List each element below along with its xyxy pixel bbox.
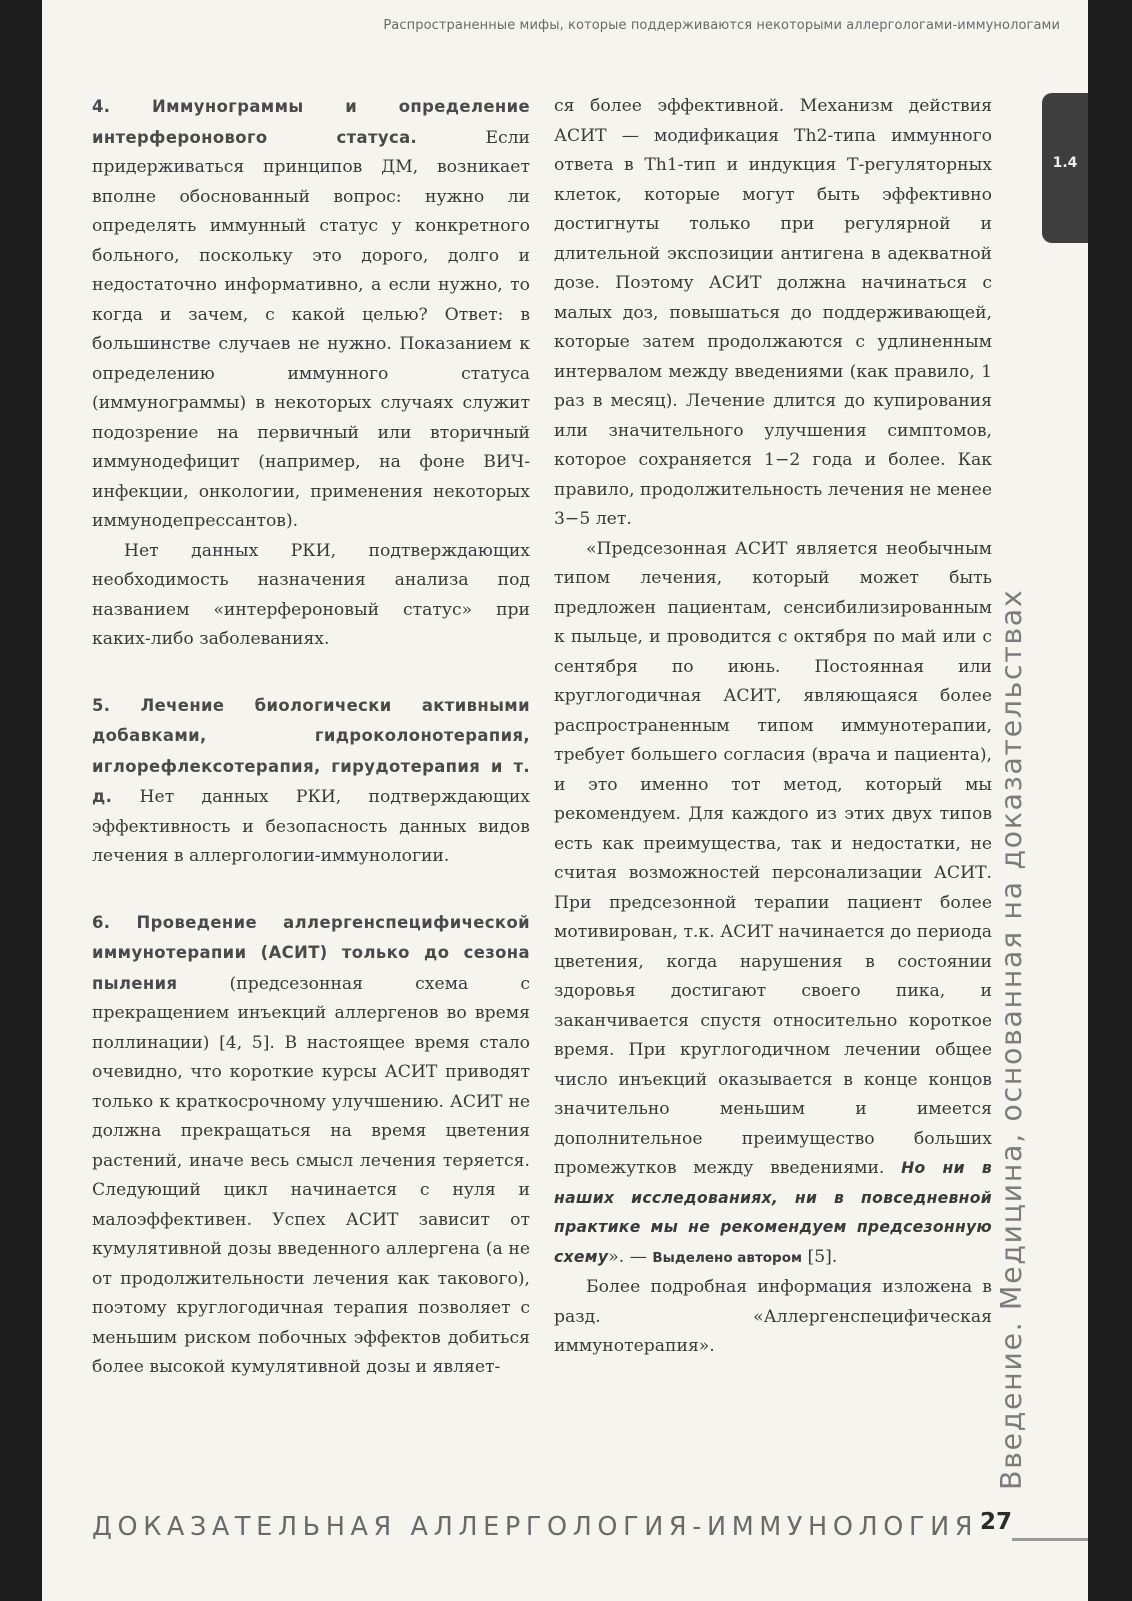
footer-book-title: ДОКАЗАТЕЛЬНАЯ АЛЛЕРГОЛОГИЯ-ИММУНОЛОГИЯ bbox=[92, 1512, 979, 1542]
running-head: Распространенные мифы, которые поддерживаются некоторыми аллергологами-иммунологами bbox=[383, 18, 1060, 33]
quote-text: «Предсезонная АСИТ является необычным типом лечения, который может быть предложен пациентам, сенсибилизированным к пыльце, и проводится с октября по май или с сентября по июнь. Постоянная или круглогодичная АСИТ, являющаяся более распространенным типом иммунотерапии, требует большего согласия (врача и пациента), и это именно тот метод, который мы рекомендуем. Для каждого из этих двух типов есть как преимущества, так и недостатки, не считая возможностей персонализации АСИТ. При предсезонной терапии пациент более мотивирован, т.к. АСИТ начинается до периода цветения, когда нарушения в состоянии здоровья достигают своего пика, и заканчивается спустя относительно короткое время. При круглогодичном лечении общее число инъекций оказывается в конце концов значительно меньшим и имеется дополнительное преимущество больших промежутков между введениями. bbox=[554, 538, 992, 1178]
section-5-paragraph bbox=[92, 691, 530, 872]
quote-paragraph bbox=[554, 535, 992, 1274]
author-emphasis-note: Выделено автором bbox=[652, 1249, 803, 1266]
quote-reference: [5]. bbox=[802, 1246, 838, 1267]
section-4-paragraph bbox=[92, 92, 530, 537]
page-number: 27 bbox=[980, 1509, 1013, 1535]
left-column bbox=[92, 92, 530, 1383]
section-4-text: Если придерживаться принципов ДМ, возникает вполне обоснованный вопрос: нужно ли определять иммунный статус у конкретного больного, поскольку это дорого, долго и недостаточно информативно, а если нужно, то когда и зачем, с какой целью? Ответ: в большинстве случаев не нужно. Показанием к определению иммунного статуса (иммунограммы) в некоторых случаях служит подозрение на первичный или вторичный иммунодефицит (например, на фоне ВИЧ-инфекции, онкологии, применения некоторых иммунодепрессантов). bbox=[92, 127, 531, 531]
right-paragraph-3: Более подробная информация изложена в разд. «Аллергенспецифическая иммунотерапия». bbox=[554, 1277, 992, 1356]
section-5-heading: 5. Лечение биологически активными добавками, гидроколонотерапия, иглорефлексотерапия, гирудотерапия и т. д. bbox=[92, 695, 530, 806]
chapter-tab-label: 1.4 bbox=[1052, 155, 1078, 171]
quote-closing: ». — bbox=[608, 1246, 653, 1267]
section-4-paragraph-2: Нет данных РКИ, подтверждающих необходимость назначения анализа под названием «интерфероновый статус» при каких-либо заболеваниях. bbox=[92, 540, 530, 649]
page-number-rule bbox=[1012, 1538, 1088, 1541]
right-column bbox=[554, 92, 992, 1362]
section-5-text: Нет данных РКИ, подтверждающих эффективность и безопасность данных видов лечения в аллергологии-иммунологии. bbox=[92, 787, 530, 866]
section-4-heading: 4. Иммунограммы и определение интерферонового статуса. bbox=[92, 97, 530, 147]
right-paragraph-1: ся более эффективной. Механизм действия АСИТ — модификация Th2-типа иммунного ответа в Th1-тип и индукция Т-регуляторных клеток, которые могут быть эффективно достигнуты только при регулярной и длительной экспозиции антигена в адекватной дозе. Поэтому АСИТ должна начинаться с малых доз, повышаться до поддерживающей, которые затем продолжаются с удлиненным интервалом между введениями (как правило, 1 раз в месяц). Лечение длится до купирования или значительного улучшения симптомов, которое сохраняется 1−2 года и более. Как правило, продолжительность лечения не менее 3−5 лет. bbox=[554, 96, 992, 529]
quote-emphasis: Но ни в наших исследованиях, ни в повседневной практике мы не рекомендуем предсезонную схему bbox=[554, 1159, 992, 1266]
section-6-paragraph bbox=[92, 908, 530, 1383]
vertical-section-title: Введение. Медицина, основанная на доказательствах bbox=[995, 588, 1028, 1490]
chapter-tab bbox=[1042, 93, 1088, 243]
section-6-heading: 6. Проведение аллергенспецифической иммунотерапии (АСИТ) только до сезона пыления bbox=[92, 912, 530, 993]
book-page bbox=[42, 0, 1088, 1601]
section-6-text: (предсезонная схема с прекращением инъекций аллергенов во время поллинации) [4, 5]. В настоящее время стало очевидно, что короткие курсы АСИТ приводят только к краткосрочному улучшению. АСИТ не должна прекращаться на время цветения растений, иначе весь смысл лечения теряется. Следующий цикл начинается с нуля и малоэффективен. Успех АСИТ зависит от кумулятивной дозы введенного аллергена (а не от продолжительности лечения как такового), поэтому круглогодичная терапия позволяет с меньшим риском побочных эффектов добиться более высокой кумулятивной дозы и являет- bbox=[92, 973, 530, 1377]
